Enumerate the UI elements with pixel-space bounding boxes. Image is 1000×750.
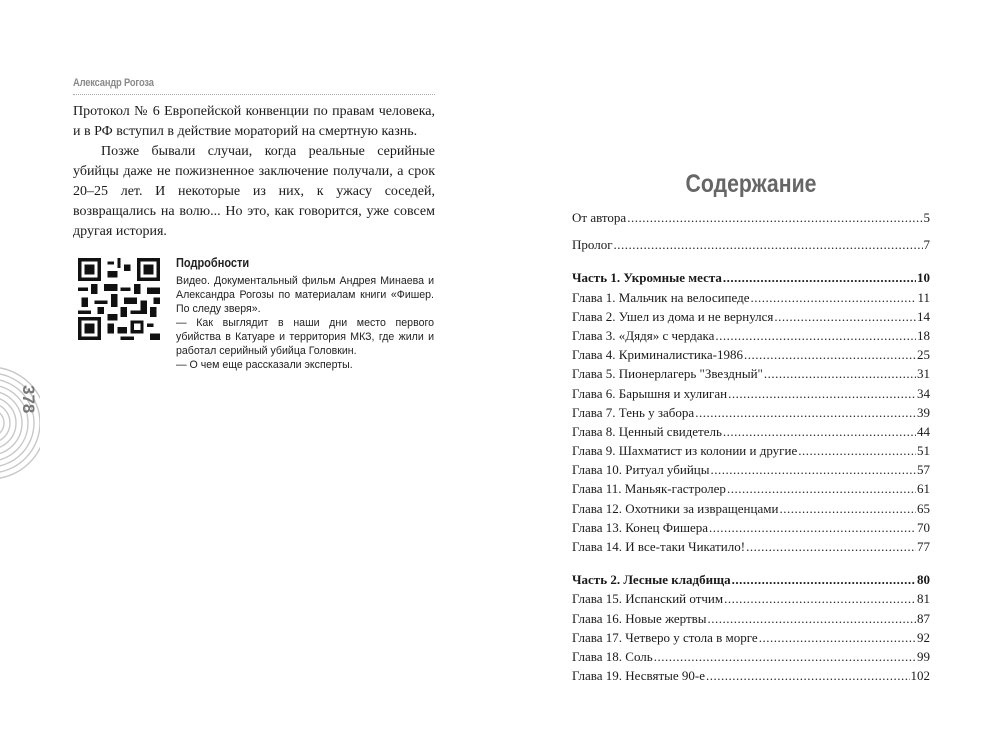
details-line: — Как выглядит в наши дни место первого убийства в Катуаре и территория МКЗ, где жили и работал серийный убийца Головкин. <box>176 317 434 357</box>
toc-entry-page: 87 <box>917 610 930 626</box>
toc-entry[interactable] <box>572 666 930 685</box>
toc-entry-page: 44 <box>917 423 930 439</box>
toc-entry[interactable] <box>572 441 930 460</box>
toc-entry[interactable] <box>572 499 930 518</box>
toc-entry-page: 10 <box>917 270 930 286</box>
toc-entry[interactable] <box>572 235 930 254</box>
toc-entry-label: Глава 16. Новые жертвы <box>572 610 707 626</box>
toc-entry-label: Часть 2. Лесные кладбища <box>572 572 731 588</box>
toc-entry-label: Глава 8. Ценный свидетель <box>572 423 722 439</box>
toc-entry-label: Глава 9. Шахматист из колонии и другие <box>572 443 798 459</box>
toc-entry-label: Глава 19. Несвятые 90-е <box>572 668 706 684</box>
dot-leader <box>723 268 916 287</box>
toc-entry[interactable] <box>572 647 930 666</box>
dot-leader <box>614 235 923 254</box>
toc-entry[interactable] <box>572 288 930 307</box>
page-number: 378 <box>19 385 38 414</box>
toc-entry[interactable] <box>572 609 930 628</box>
table-of-contents <box>572 208 930 685</box>
dot-leader <box>710 460 916 479</box>
dot-leader <box>727 479 916 498</box>
toc-entry-label: Глава 4. Криминалистика-1986 <box>572 347 744 363</box>
toc-entry[interactable] <box>572 403 930 422</box>
toc-entry[interactable] <box>572 326 930 345</box>
dot-leader <box>654 647 916 666</box>
paragraph: Позже бывали случаи, когда реальные серийные убийцы даже не пожизненное заключение получали, а срок 20–25 лет. И некоторые из них, к ужасу соседей, возвращались на волю... Но это, как говорится, уже совсем другая история. <box>73 144 435 239</box>
toc-entry-label: Глава 1. Мальчик на велосипеде <box>572 289 750 305</box>
toc-entry[interactable] <box>572 422 930 441</box>
toc-entry-page: 99 <box>917 648 930 664</box>
dot-leader <box>695 403 916 422</box>
toc-entry[interactable] <box>572 345 930 364</box>
toc-title: Содержание <box>685 170 817 198</box>
toc-entry-page: 34 <box>917 385 930 401</box>
dot-leader <box>706 666 909 685</box>
toc-gap <box>572 254 930 268</box>
toc-entry-page: 51 <box>917 443 930 459</box>
toc-entry[interactable] <box>572 208 930 227</box>
toc-entry[interactable] <box>572 628 930 647</box>
toc-entry-page: 61 <box>917 481 930 497</box>
dot-leader <box>715 326 916 345</box>
dot-leader <box>724 589 916 608</box>
toc-entry-page: 102 <box>910 668 930 684</box>
dot-leader <box>774 307 916 326</box>
toc-entry[interactable] <box>572 460 930 479</box>
running-header: Александр Рогоза <box>73 77 154 89</box>
toc-entry[interactable] <box>572 364 930 383</box>
details-line: Видео. Документальный фильм Андрея Минаева и Александра Рогозы по материалам книги «Фишер. По следу зверя». <box>176 275 434 315</box>
toc-entry-page: 18 <box>917 327 930 343</box>
toc-entry-label: Глава 15. Испанский отчим <box>572 591 724 607</box>
toc-entry-label: Часть 1. Укромные места <box>572 270 722 286</box>
header-divider <box>73 94 435 95</box>
toc-entry-label: Глава 3. «Дядя» с чердака <box>572 327 715 343</box>
dot-leader <box>723 422 916 441</box>
toc-entry-label: Пролог <box>572 237 613 253</box>
toc-entry-label: Глава 14. И все-таки Чикатило! <box>572 539 746 554</box>
toc-entry-page: 57 <box>917 462 930 478</box>
toc-entry-page: 80 <box>917 572 930 588</box>
toc-entry-label: Глава 2. Ушел из дома и не вернулся <box>572 308 774 324</box>
toc-entry-label: Глава 7. Тень у забора <box>572 404 695 420</box>
toc-entry[interactable] <box>572 479 930 498</box>
toc-entry-page: 65 <box>917 500 930 516</box>
toc-entry[interactable] <box>572 537 930 556</box>
toc-entry-page: 81 <box>917 591 930 607</box>
dot-leader <box>764 364 916 383</box>
dot-leader <box>728 384 916 403</box>
dot-leader <box>744 345 916 364</box>
toc-entry-label: Глава 11. Маньяк-гастролер <box>572 481 726 497</box>
toc-entry-label: Глава 17. Четверо у стола в морге <box>572 629 758 645</box>
dot-leader <box>751 288 917 307</box>
toc-entry-page: 7 <box>923 237 930 253</box>
toc-entry-page: 92 <box>917 629 930 645</box>
toc-entry[interactable] <box>572 268 930 287</box>
dot-leader <box>708 609 916 628</box>
toc-entry-page: 70 <box>917 519 930 535</box>
details-box <box>176 256 434 372</box>
fingerprint-icon <box>0 358 40 488</box>
toc-entry-page: 11 <box>917 289 930 305</box>
toc-gap <box>572 556 930 570</box>
toc-entry-page: 39 <box>917 404 930 420</box>
toc-entry-label: Глава 6. Барышня и хулиган <box>572 385 728 401</box>
toc-entry[interactable] <box>572 570 930 589</box>
toc-entry[interactable] <box>572 384 930 403</box>
qr-code-icon[interactable] <box>78 258 160 340</box>
toc-entry-label: Глава 5. Пионерлагерь "Звездный" <box>572 366 763 382</box>
details-line: — О чем еще рассказали эксперты. <box>176 359 353 371</box>
toc-entry-page: 31 <box>917 366 930 382</box>
toc-entry[interactable] <box>572 518 930 537</box>
toc-entry-label: Глава 12. Охотники за извращенцами <box>572 500 779 516</box>
dot-leader <box>732 570 916 589</box>
dot-leader <box>779 499 916 518</box>
toc-entry-page: 14 <box>917 308 930 324</box>
dot-leader <box>798 441 916 460</box>
dot-leader <box>627 208 922 227</box>
toc-gap <box>572 227 930 235</box>
toc-entry[interactable] <box>572 589 930 608</box>
dot-leader <box>746 537 916 556</box>
toc-entry-page: 5 <box>923 210 930 225</box>
toc-entry-label: Глава 18. Соль <box>572 648 653 664</box>
toc-entry-label: Глава 10. Ритуал убийцы <box>572 462 710 478</box>
toc-entry[interactable] <box>572 307 930 326</box>
paragraph: Протокол № 6 Европейской конвенции по правам человека, и в РФ вступил в действие мораторий на смертную казнь. <box>73 104 435 139</box>
details-title: Подробности <box>176 256 250 270</box>
toc-entry-label: От автора <box>572 210 627 225</box>
body-text <box>73 102 435 242</box>
toc-entry-page: 25 <box>917 347 930 363</box>
dot-leader <box>709 518 916 537</box>
dot-leader <box>759 628 916 647</box>
toc-entry-label: Глава 13. Конец Фишера <box>572 519 709 535</box>
toc-entry-page: 77 <box>917 539 930 554</box>
